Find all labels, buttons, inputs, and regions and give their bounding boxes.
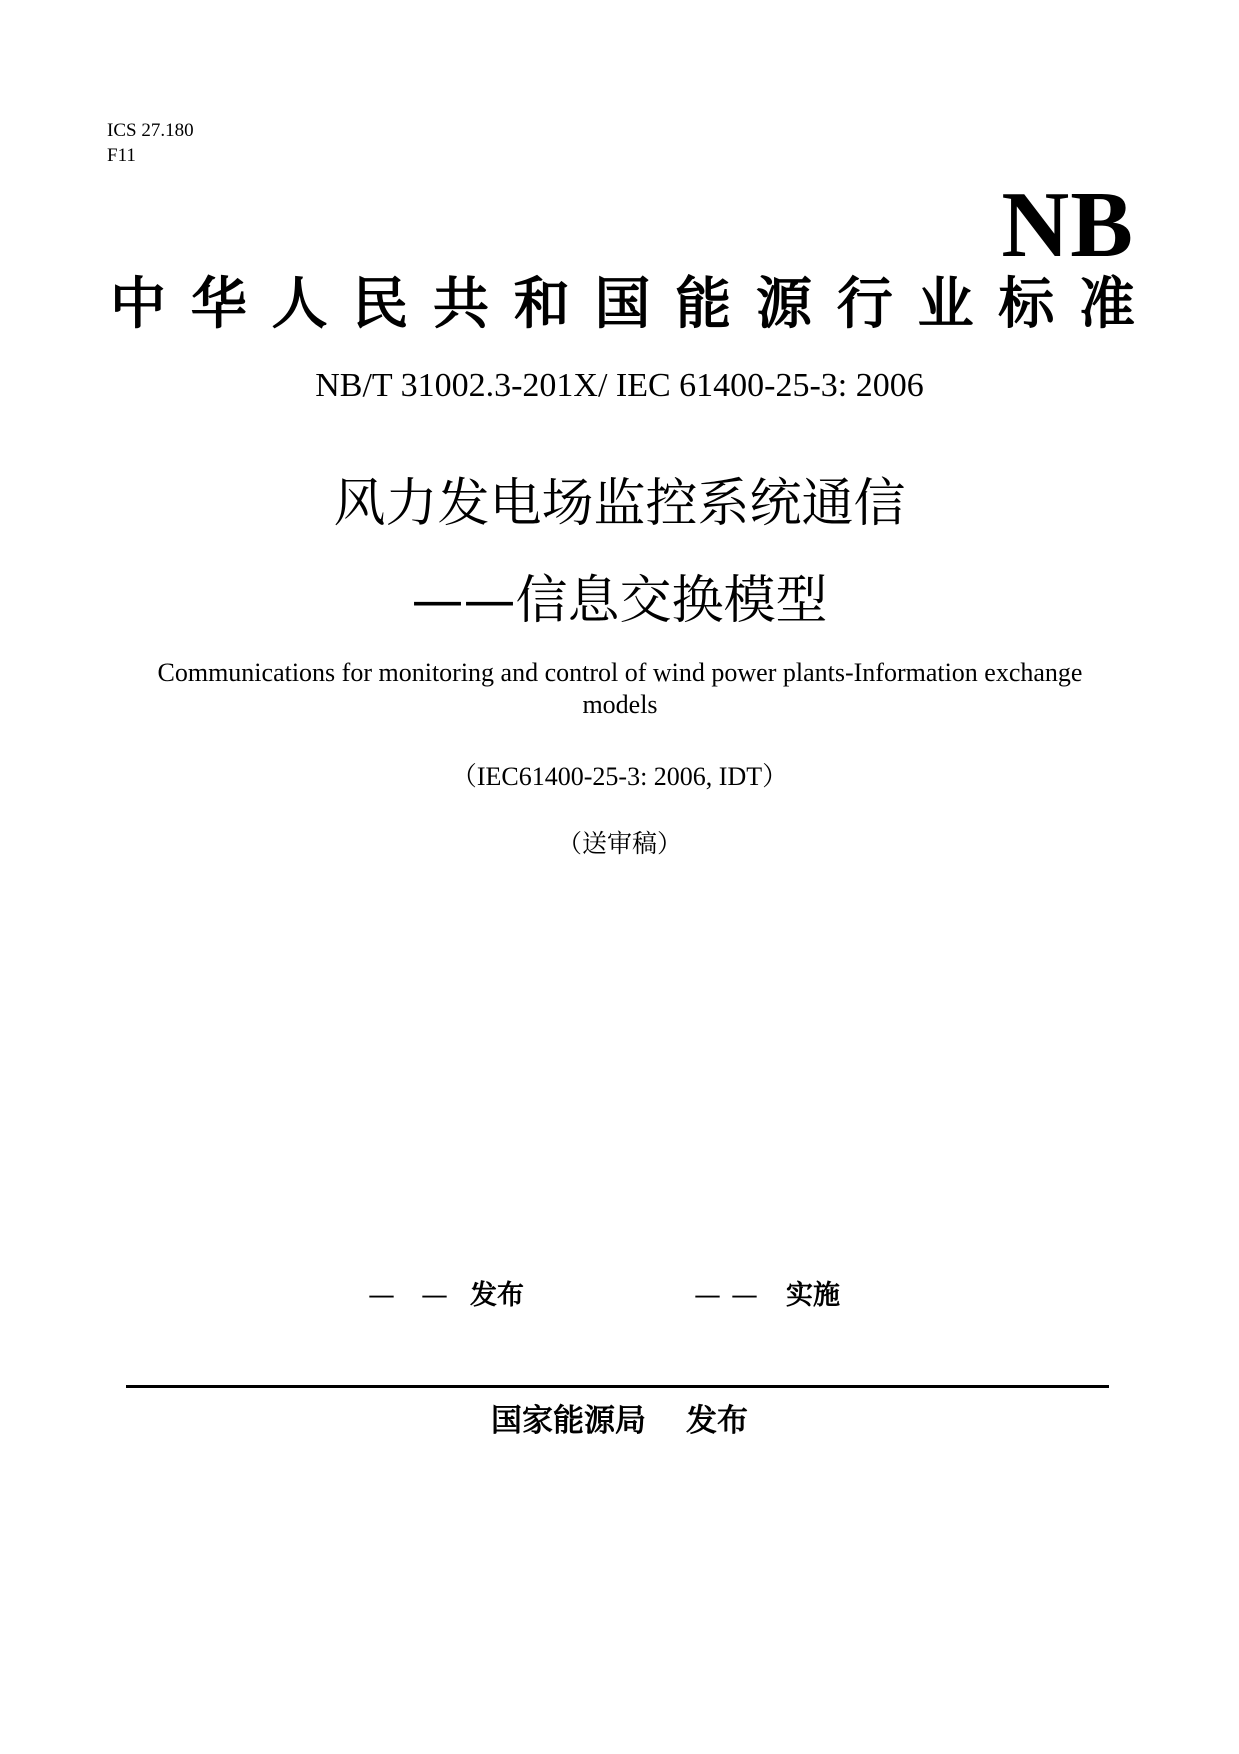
publisher-name: 国家能源局 <box>491 1403 646 1439</box>
standard-number: NB/T 31002.3-201X/ IEC 61400-25-3: 2006 <box>315 367 924 404</box>
standard-title: 中华人民共和国能源行业标准 <box>110 272 1135 337</box>
implementation-date <box>694 1278 840 1314</box>
ccs-code: F11 <box>107 145 136 166</box>
publisher-action: 发布 <box>686 1403 748 1439</box>
implementation-label: 实施 <box>786 1280 840 1311</box>
ics-code: ICS 27.180 <box>107 120 194 141</box>
impl-date-dash-1: — <box>694 1280 721 1311</box>
impl-date-dash-2: — <box>731 1280 758 1311</box>
issue-date-dash-2: — <box>421 1280 448 1311</box>
publisher <box>0 1400 1239 1442</box>
chinese-title-line-2: ——信息交换模型 <box>411 571 828 631</box>
issue-date-dash-1: — <box>368 1280 395 1311</box>
english-title: Communications for monitoring and control of wind power plants-Information exchange models <box>157 658 1083 719</box>
divider-line <box>126 1385 1109 1388</box>
classification-codes <box>107 118 194 168</box>
issue-date <box>368 1278 524 1314</box>
draft-status: （送审稿） <box>556 831 682 858</box>
chinese-title-line-1: 风力发电场监控系统通信 <box>333 474 906 534</box>
issue-label: 发布 <box>470 1280 524 1311</box>
adoption-note: （IEC61400-25-3: 2006, IDT） <box>450 762 789 791</box>
standard-mark: NB <box>1001 173 1134 277</box>
